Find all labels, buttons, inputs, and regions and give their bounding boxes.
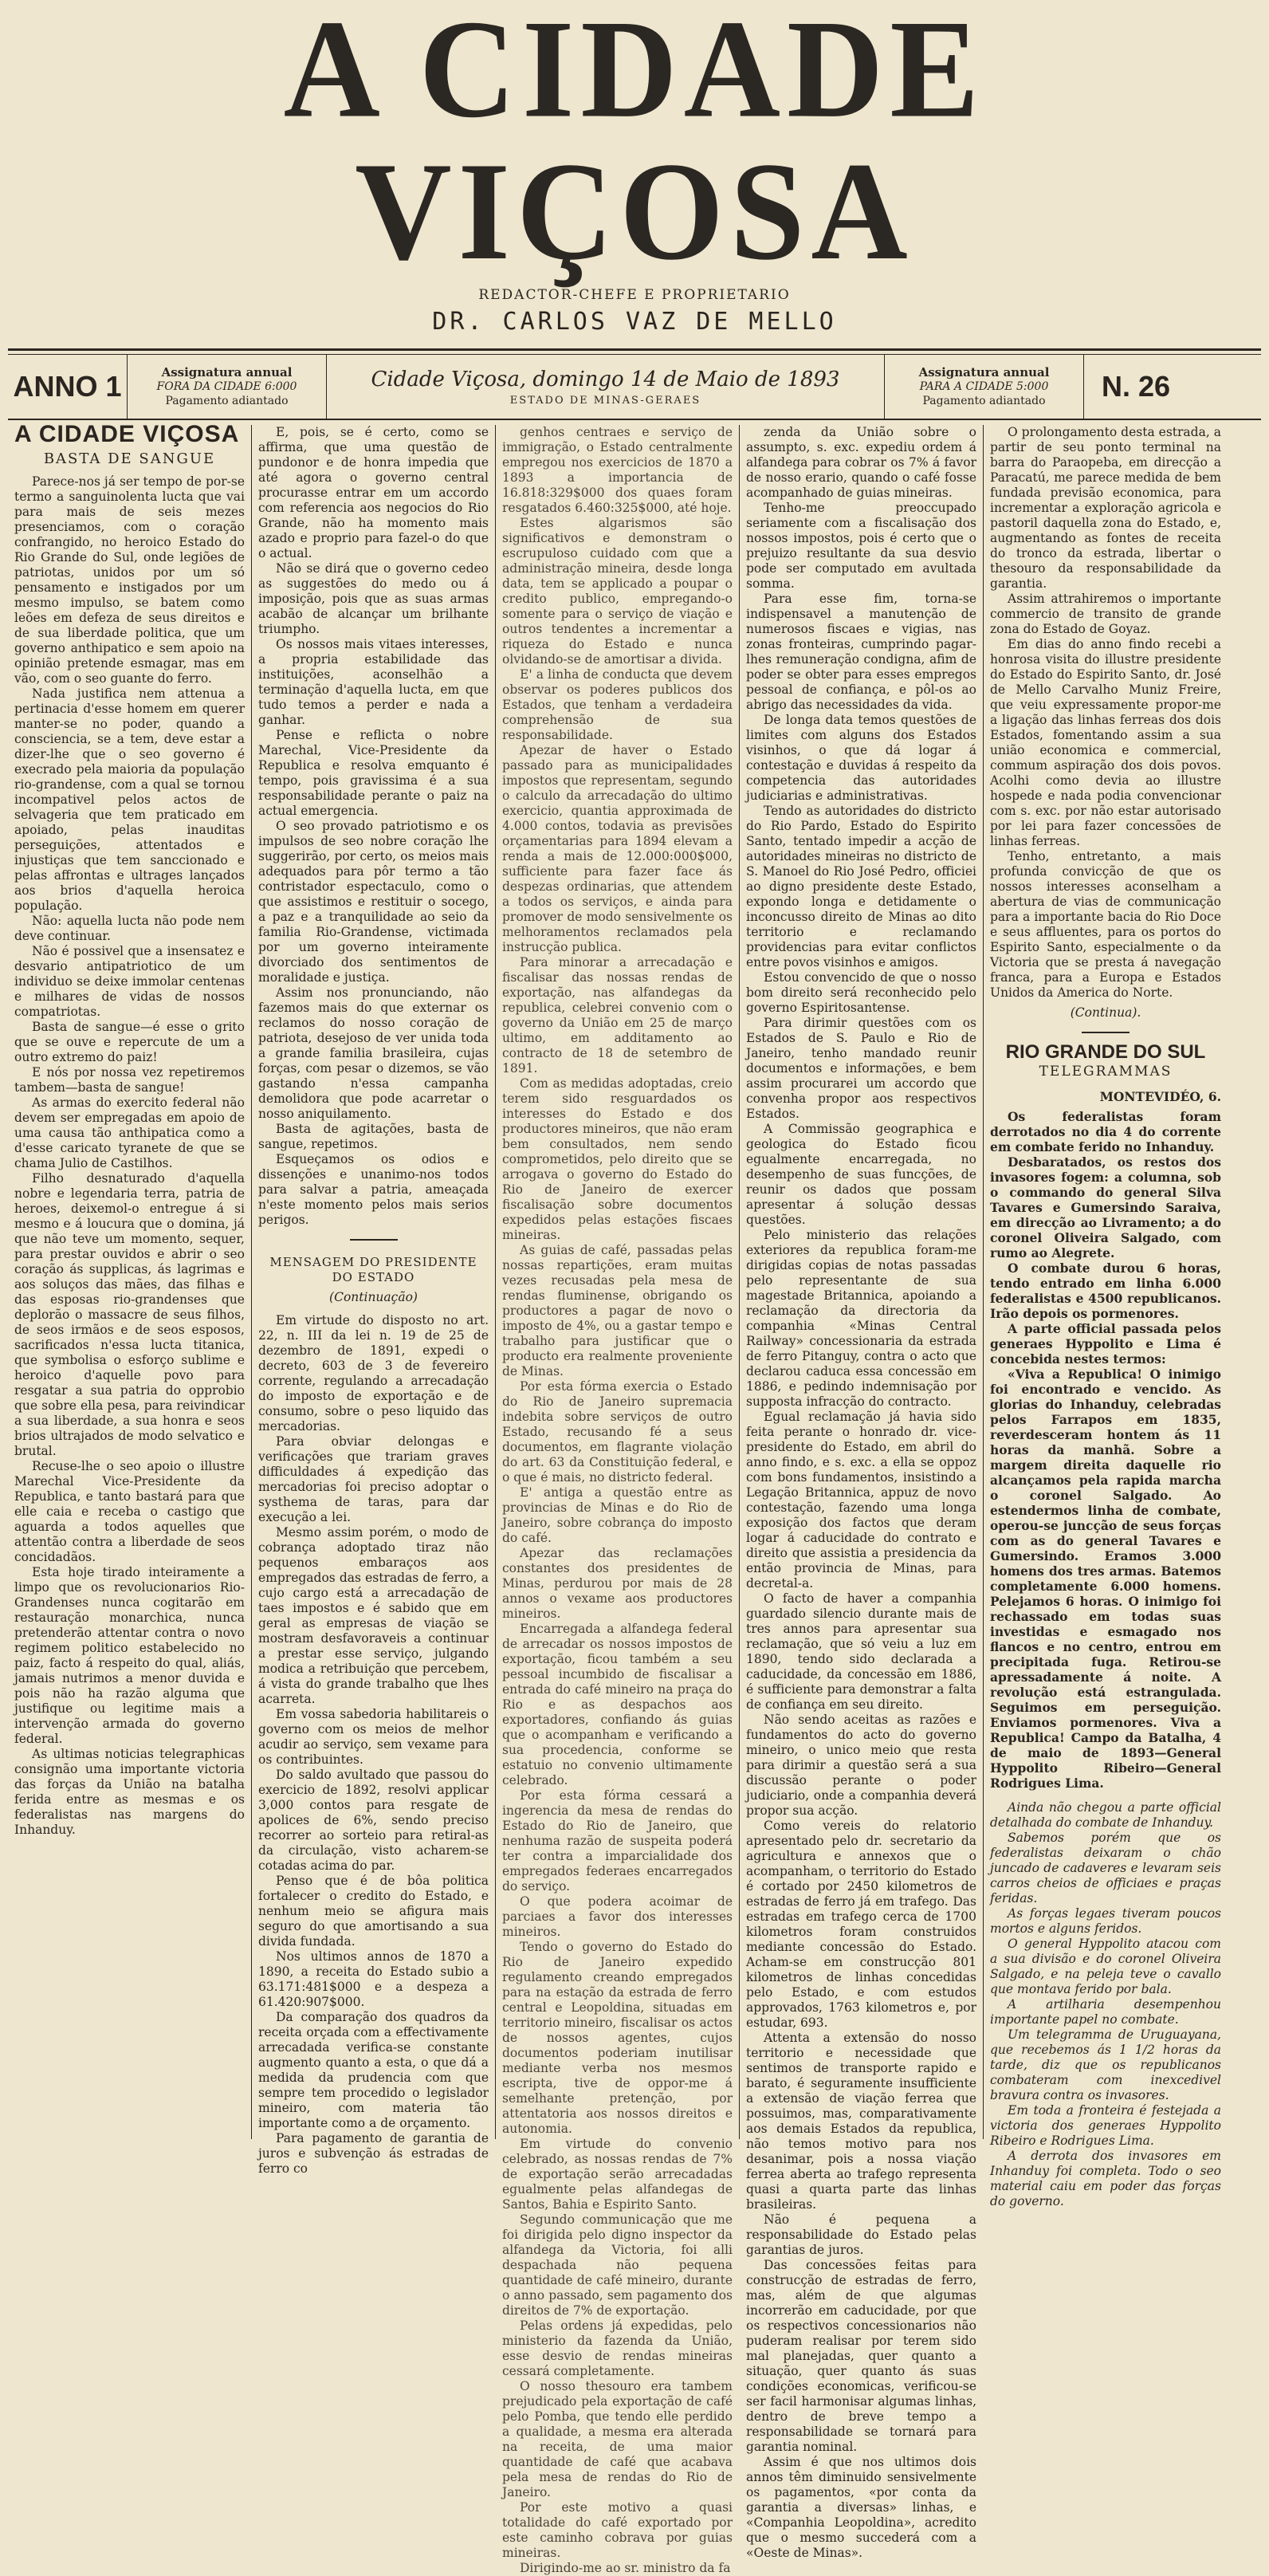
message-title: MENSAGEM DO PRESIDENTE DO ESTADO [269,1255,477,1284]
telegram-section-subtitle: TELEGRAMMAS [1039,1064,1173,1080]
paragraph: A parte official passada pelos generaes Hyppolito e Lima é concebida nestes termos: [990,1321,1221,1367]
paragraph: O facto de haver a companhia guardado silencio durante mais de tres annos para apresentar sua reclamação, que só veiu a luz em 1890, tendo sido declarada a caducidade, da concessão em 1886, é sufficiente para demonstrar a falta de confiança em seu direito. [746,1591,976,1712]
paragraph: Estou convencido de que o nosso bom direito será reconhecido pelo governo Espiritosantense. [746,970,976,1015]
paragraph: Um telegramma de Uruguayana, que recebemos ás 1 1/2 horas da tarde, diz que os republicanos combateram com inexcedivel bravura contra os invasores. [990,2027,1221,2102]
paragraph: Em virtude do convenio celebrado, as nossas rendas de 7% de exportação serão arrecadadas egualmente pelas alfandegas de Santos, Bahia e Espirito Santo. [502,2137,733,2212]
paragraph: As ultimas noticias telegraphicas consignão uma importante victoria das forças da União na batalha ferida entre as mesmas e os federalistas nas margens do Inhanduy. [14,1747,245,1837]
paragraph: O seo provado patriotismo e os impulsos de seo nobre coração lhe suggerirão, por certo, os meios mais adequados para pôr termo a tão contristador espectaculo, como o que assistimos e restituir o socego, a paz e a tranquilidade ao seio da familia Rio-Grandense, victimada por um governo inteiramente divorciado dos sentimentos de moralidade e justiça. [258,819,489,985]
paragraph: Pense e reflicta o nobre Marechal, Vice-Presidente da Republica e resolva emquanto é tempo, pois gravissima é a sua responsabilidade perante o paiz na actual emergencia. [258,728,489,818]
paragraph: Recuse-lhe o seo apoio o illustre Marechal Vice-Presidente da Republica, e tanto bastará para que elle caia e receba o castigo que aguarda a todos aquelles que attentão contra a liberdade de seos concidadãos. [14,1459,245,1564]
message-subtitle: (Continuação) [329,1290,418,1304]
paragraph: A artilharia desempenhou importante papel no combate. [990,1997,1221,2027]
column-2 [252,425,496,2176]
paragraph: Para dirimir questões com os Estados de S. Paulo e Rio de Janeiro, tenho mandado reunir documentos e informações, e bem assim procurarei um accordo que convenha propor aos respectivos Estados. [746,1016,976,1121]
paragraph: «Viva a Republica! O inimigo foi encontrado e vencido. As glorias do Inhanduy, celebradas pelos Farrapos em 1835, reverdesceram hontem ás 11 horas da manhã. Sobre a margem direita daquelle rio alcançamos pela rapida marcha o coronel Salgado. Ao estendermos linha de combate, operou-se juncção de seus forças com as do general Tavares e Gumersindo. Eramos 3.000 homens dos tres armas. Batemos completamente 6.000 homens. Pelejamos 6 horas. O inimigo foi rechassado em todas suas investidas e esmagado nos flancos e no centro, entrou em precipitada fuga. Retirou-se apressadamente á noite. A revolução está estrangulada. Seguimos em perseguição. Enviamos pormenores. Viva a Republica! Campo da Batalha, 4 de maio de 1893—General Hyppolito Ribeiro—General Rodrigues Lima. [990,1367,1221,1791]
column-3 [496,425,740,2575]
paragraph: Não é possivel que a insensatez e desvario antipatriotico de um individuo se deixe immolar centenas e milhares de vidas de nossos compatriotas. [14,944,245,1019]
paragraph: De longa data temos questões de limites com alguns dos Estados visinhos, o que dá logar á contestação e duvidas á respeito da competencia das autoridades judiciarias e administrativas. [746,713,976,803]
paragraph: E, pois, se é certo, como se affirma, que uma questão de pundonor e de honra impedia que até agora o governo central procurasse entrar em um accordo com referencia aos negocios do Rio Grande, não ha momento mais azado e proprio para fazel-o do que o actual. [258,425,489,560]
subscription-city-head: Assignatura annual [918,365,1050,380]
article-title: BASTA DE SANGUE [43,450,216,467]
paragraph: Estes algarismos são significativos e demonstram o escrupuloso cuidado com que a administração mineira, desde longa data, tem se applicado a poupar o credito publico, empregando-o somente para o serviço de viação e outros tendentes a incrementar a riqueza do Estado e nunca olvidando-se de amortisar a divida. [502,516,733,667]
telegram-notes [990,1800,1221,2209]
paragraph: Por este motivo a quasi totalidade do café exportado por este caminho cobrava por guias mineiras. [502,2500,733,2560]
paragraph: Tenho, entretanto, a mais profunda convicção de que os nossos interesses aconselham a abertura de vias de communicação para a importante bacia do Rio Doce e seus affluentes, para os portos do Espirito Santo, especialmente o da Victoria que se presta á navegação franca, para a Europa e Estados Unidos da America do Norte. [990,849,1221,1000]
paragraph: Assim é que nos ultimos dois annos têm diminuido sensivelmente os pagamentos, «por conta da garantia a diversas» linhas, e «Companhia Leopoldina», acredito que o mesmo succederá com a «Oeste de Minas». [746,2455,976,2560]
paragraph: Os federalistas foram derrotados no dia 4 do corrente em combate ferido no Inhanduy. [990,1109,1221,1154]
masthead [8,0,1261,336]
newspaper-title: A CIDADE VIÇOSA [283,0,986,289]
column-5 [984,425,1228,2208]
paragraph: Encarregada a alfandega federal de arrecadar os nossos impostos de exportação, ficou também a seu pessoal incumbido de fiscalisar a entrada do café mineiro na praça do Rio e as despachos aos exportadores, confiando ás guias que o acompanham e verificando a sua procedencia, conforme se estatuio no convenio ultimamente celebrado. [502,1622,733,1787]
paragraph: Segundo communicação que me foi dirigida pelo digno inspector da alfandega da Victoria, foi alli despachada não pequena quantidade de café mineiro, durante o anno passado, sem pagamento dos direitos de 7% de exportação. [502,2212,733,2318]
paragraph: Tendo as autoridades do districto do Rio Pardo, Estado do Espirito Santo, tentado impedir a acção de autoridades mineiras no districto de S. Manoel do Rio José Pedro, officiei ao digno presidente deste Estado, expondo longa e detidamente o inconcusso direito de Minas ao dito territorio e reclamando providencias para evitar conflictos entre povos visinhos e amigos. [746,804,976,969]
paragraph: Basta de agitações, basta de sangue, repetimos. [258,1122,489,1151]
message-body-cont [502,425,733,2576]
paragraph: Filho desnaturado d'aquella nobre e legendaria terra, patria de heroes, deixemol-o entregue á si mesmo e á loucura que o domina, já que não teve um momento, sequer, para prestar ouvidos e abrir o seo coração ás supplicas, ás lagrimas e aos soluços das mães, das filhas e das esposas rio-grandenses que deplorão o massacre de seus filhos, de seos irmãos e de seos esposos, sacrificados n'essa lucta titanica, que symbolisa o esforço sublime e heroico d'aquelle povo para resgatar a sua patria do opprobio que sobre ella pesa, para reivindicar a sua liberdade, a sua honra e seos brios ultrajados de modo selvatico e brutal. [14,1171,245,1458]
article-continuation [258,425,489,1228]
paragraph: Das concessões feitas para construcção de estradas de ferro, mas, além de que algumas incorrerão em caducidade, por que os respectivos concessionarios não puderam realisar por terem sido mal planejadas, quer quanto a situação, quer quanto ás suas condições economicas, verificou-se ser facil harmonisar algumas linhas, dentro de breve tempo a responsabilidade se tornará para garantia nominal. [746,2258,976,2454]
paragraph: O nosso thesouro era tambem prejudicado pela exportação de café pelo Pomba, que tendo elle perdido a qualidade, a mesma era alterada na receita, de uma maior quantidade de café que acabava pela mesa de rendas do Rio de Janeiro. [502,2379,733,2499]
paragraph: Não é pequena a responsabilidade do Estado pelas garantias de juros. [746,2212,976,2257]
paragraph: Basta de sangue—é esse o grito que se ouve e repercute de um a outro extremo do paiz! [14,1020,245,1064]
paragraph: Tenho-me preoccupado seriamente com a fiscalisação dos nossos impostos, pois é certo que o prejuizo resultante da sua desvio pode ser computado em avultada somma. [746,501,976,591]
paragraph: Com as medidas adoptadas, creio terem sido resguardados os interesses do Estado e dos productores mineiros, que não eram bem consultados, nem sendo comprometidos, pelo direito que se arrogava o governo do Estado do Rio de Janeiro de exercer fiscalisação sobre documentos expedidos pelas estações fiscaes mineiras. [502,1076,733,1242]
paragraph: Não sendo aceitas as razões e fundamentos do acto do governo mineiro, o unico meio que resta para dirimir a questão será a sua discussão perante o poder judiciario, onde a companhia deverá propor sua acção. [746,1713,976,1818]
paragraph: Não se dirá que o governo cedeo as suggestões do medo ou á imposição, pois que as suas armas acabão de alcançar um brilhante triumpho. [258,561,489,636]
paragraph: Para esse fim, torna-se indispensavel a manutenção de numerosos fiscaes e vigias, nas zonas fronteiras, cumprindo pagar-lhes remuneração condigna, afim de poder se obter para esses empregos pessoal de confiança, e pôl-os ao abrigo das necessidades da vida. [746,592,976,712]
paragraph: zenda da União sobre o assumpto, s. exc. expediu ordem á alfandega para cobrar os 7% á favor de nosso erario, quando o café fosse acompanhado de guias mineiras. [746,425,976,500]
info-bar [8,355,1261,420]
issue-number: N. 26 [1101,370,1171,403]
telegram-section-title: RIO GRANDE DO SUL [1005,1041,1206,1063]
message-body-cont-2 [746,425,976,2561]
state-name: ESTADO DE MINAS-GERAES [509,394,701,407]
issue-date: Cidade Viçosa, domingo 14 de Maio de 1893 [371,367,840,391]
paragraph: Em virtude do disposto no art. 22, n. III da lei n. 19 de 25 de dezembro de 1891, expedi o decreto, 603 de 3 de fevereiro corrente, regulando a arrecadação do imposto de exportação e de consumo, sobre o peso liquido das mercadorias. [258,1313,489,1434]
paragraph: Nos ultimos annos de 1870 a 1890, a receita do Estado subio a 63.171:481$000 e a despeza a 61.420:907$000. [258,1949,489,2009]
paragraph: Nada justifica nem attenua a pertinacia d'esse homem em querer manter-se no poder, quando a consciencia, se a tem, deve estar a dizer-lhe que o seo governo é execrado pela maioria da população rio-grandense, com a qual se tornou incompativel pelos actos de selvageria que tem praticado em apoiado, pelas inauditas perseguições, attentados e injustiças que tem sanccionado e pelas affrontas e ultrages lançados aos brios d'aquella heroica população. [14,686,245,913]
column-1 [8,421,252,2139]
paragraph: Ainda não chegou a parte official detalhada do combate de Inhanduy. [990,1800,1221,1830]
paragraph: O combate durou 6 horas, tendo entrado em linha 6.000 federalistas e 4500 republicanos. Irão depois os pormenores. [990,1260,1221,1321]
paragraph: A derrota dos invasores em Inhanduy foi completa. Todo o seo material caiu em poder das forças do governo. [990,2149,1221,2208]
paragraph: Assim attrahiremos o importante commercio de transito de grande zona do Estado de Goyaz. [990,592,1221,636]
continua-label: (Continua). [1070,1005,1141,1020]
subscription-city [885,355,1084,419]
top-rule [8,348,1261,351]
section-title: A CIDADE VIÇOSA [14,421,240,447]
date-block [327,355,885,419]
paragraph: Penso que é de bôa politica fortalecer o credito do Estado, e nenhum meio se afigura mais seguro do que amortisando a sua divida fundada. [258,1874,489,1949]
subscription-city-foot: Pagamento adiantado [922,395,1046,407]
paragraph: Apezar das reclamações constantes dos presidentes de Minas, perdurou por mais de 28 annos o vexame aos productores mineiros. [502,1546,733,1621]
telegram-place: MONTEVIDÉO, 6. [1099,1089,1221,1104]
paragraph: Não: aquella lucta não pode nem deve continuar. [14,914,245,943]
article-body [14,474,245,1838]
paragraph: genhos centraes e serviço de immigração, o Estado centralmente empregou nos exercicios de 1870 a 1893 a importancia de 16.818:329$000 dos quaes foram resgatados 6.460:325$000, até hoje. [502,425,733,515]
paragraph: Dirigindo-me ao sr. ministro da fa [520,2561,731,2575]
year-label: ANNO 1 [8,355,128,419]
paragraph: Em vossa sabedoria habilitareis o governo com os meios de melhor acudir ao serviço, sem vexame para os contribuintes. [258,1707,489,1767]
message-body [258,1313,489,2177]
redactor-label: REDACTOR-CHEFE E PROPRIETARIO [478,287,791,303]
paragraph: Sabemos porém que os federalistas deixaram o chão juncado de cadaveres e levaram seis carros cheios de officiaes e praças feridas. [990,1831,1221,1905]
paragraph: Esqueçamos os odios e dissenções e unanimo-nos todos para salvar a patria, ameaçada n'este momento pelos mais serios perigos. [258,1152,489,1227]
subscription-city-price: PARA A CIDADE 5:000 [919,380,1049,393]
column-4 [740,425,984,2560]
paragraph: Tendo o governo do Estado do Rio de Janeiro expedido regulamento creando empregados para na estação da estrada de ferro central e Leopoldina, situadas em territorio mineiro, fiscalisar os actos de nossos agentes, cujos documentos poderiam inutilisar mediante verba nos mesmos escripta, tive de oppor-me á semelhante pretenção, por attentatoria aos nossos direitos e autonomia. [502,1940,733,2136]
paragraph: Por esta fórma exercia o Estado do Rio de Janeiro supremacia indebita sobre serviços de outro Estado, recusando fé a seus documentos, em flagrante violação do art. 63 da Constituição federal, e o que é mais, no districto federal. [502,1379,733,1485]
paragraph: Apezar de haver o Estado passado para as municipalidades impostos que representam, segundo o calculo da arrecadação do ultimo exercicio, quantia approximada de 4.000 contos, todavia as previsões orçamentarias para 1894 elevam a renda a mais de 12.000:000$000, sufficiente para fazer face ás despezas ordinarias, que attendem a todos os serviços, e ainda para promover de modo sensivelmente os melhoramentos reclamados pela instrucção publica. [502,743,733,954]
subscription-outside-head: Assignatura annual [161,365,293,380]
paragraph: E nós por nossa vez repetiremos tambem—basta de sangue! [14,1065,245,1095]
divider-2 [1082,1032,1130,1033]
paragraph: A Commissão geographica e geologica do Estado ficou egualmente encarregada, no desempenho de suas funcções, de reunir os dados que possam apresentar á solução dessas questões. [746,1122,976,1227]
paragraph: Os nossos mais vitaes interesses, a propria estabilidade das instituições, aconselhão a terminação d'aquella lucta, em que tudo temos a perder e nada a ganhar. [258,637,489,727]
paragraph: Para minorar a arrecadação e fiscalisar das nossas rendas de exportação, nas alfandegas da republica, celebrei convenio com o governo da União em 25 de março ultimo, em additamento ao contracto de 18 de setembro de 1891. [502,955,733,1076]
paragraph: Mesmo assim porém, o modo de cobrança adoptado tiraz não pequenos embaraços aos empregados das estradas de ferro, a cujo cargo está a arrecadação de taes impostos e é sabido que em geral as empresas de viação se mostram desfavoraveis a continuar a prestar esse serviço, julgando modica a retribuição que percebem, á vista do grande trabalho que lhes acarreta. [258,1525,489,1706]
paragraph: O general Hyppolito atacou com a sua divisão e do coronel Oliveira Salgado, e na peleja teve o cavallo que montava ferido por bala. [990,1937,1221,1996]
columns [8,421,1261,2575]
paragraph: As forças legaes tiveram poucos mortos e alguns feridos. [990,1906,1221,1936]
message-body-end [990,425,1221,1001]
paragraph: Para obviar delongas e verificações que trariam graves difficuldades á expedição das mercadorias foi preciso adoptar o systhema de taras, para dar execução a lei. [258,1434,489,1524]
paragraph: Por esta fórma cessará a ingerencia da mesa de rendas do Estado do Rio de Janeiro, que nenhuma razão de suspeita poderá ter contra a imparcialidade dos empregados federaes encarregados do serviço. [502,1788,733,1894]
subscription-outside [128,355,327,419]
paragraph: E' a linha de conducta que devem observar os poderes publicos dos Estados, que tenham a verdadeira comprehensão de sua responsabilidade. [502,667,733,742]
paragraph: Pelas ordens já expedidas, pelo ministerio da fazenda da União, esse desvio de rendas mineiras cessará completamente. [502,2318,733,2378]
telegram-body [990,1109,1221,1791]
editor-name: DR. CARLOS VAZ DE MELLO [432,308,837,336]
paragraph: Assim nos pronunciando, não fazemos mais do que externar os reclamos do nosso coração de patriota, desejoso de ver unida toda a grande familia brasileira, cujas forças, com pesar o dizemos, se vão gastando n'essa campanha demolidora que pode acarretar o nosso aniquilamento. [258,985,489,1121]
paragraph: Desbaratados, os restos dos invasores fogem: a columna, sob o commando do general Silva Tavares e Gumersindo Saraiva, em direcção ao Livramento; a do coronel Oliveira Salgado, com rumo ao Alegrete. [990,1154,1221,1260]
paragraph: As guias de café, passadas pelas nossas repartições, eram muitas vezes recusadas pela mesa de rendas fluminense, obrigando os productores a pagar de novo o imposto de 4%, ou a gastar tempo e trabalho para justificar que o producto era realmente proveniente de Minas. [502,1243,733,1378]
paragraph: E' antiga a questão entre as provincias de Minas e do Rio de Janeiro, sobre cobrança do imposto do café. [502,1485,733,1545]
subscription-outside-foot: Pagamento adiantado [165,395,289,407]
paragraph: Para pagamento de garantia de juros e subvenção ás estradas de ferro co [258,2131,489,2176]
paragraph: As armas do exercito federal não devem ser empregadas em apoio de uma causa tão anthipatica como a d'esse caricato tyranete de que se chama Julio de Castilhos. [14,1095,245,1170]
paragraph: Da comparação dos quadros da receita orçada com a effectivamente arrecadada verifica-se constante augmento quanto a esta, o que dá a medida da prudencia com que sempre tem procedido o legislador mineiro, com materia tão importante como a de orçamento. [258,2010,489,2130]
paragraph: Em dias do anno findo recebi a honrosa visita do illustre presidente do Estado do Espirito Santo, dr. José de Mello Carvalho Muniz Freire, que veiu expressamente propor-me a ligação das linhas ferreas dos dois Estados, fomentando assim a sua união economica e commercial, commum aspiração dos dois povos. Acolhi como devia ao illustre hospede e nada podia convencionar com s. exc. por não estar autorisado por lei para fazer concessões de linhas ferreas. [990,637,1221,848]
divider [350,1239,398,1241]
paragraph: Em toda a fronteira é festejada a victoria dos generaes Hyppolito Ribeiro e Rodrigues Lima. [990,2103,1221,2148]
paragraph: Attenta a extensão do nosso territorio e necessidade que sentimos de transporte rapido e barato, é seguramente insufficiente a extensão de viação ferrea que possuimos, mas, comparativamente aos demais Estados da republica, não temos motivo para nos desanimar, pois a nossa viação ferrea aberta ao trafego representa quasi a quarta parte das linhas brasileiras. [746,2031,976,2212]
subscription-outside-price: FORA DA CIDADE 6:000 [156,380,297,393]
paragraph: O que podera acoimar de parciaes a favor dos interesses mineiros. [502,1894,733,1939]
paragraph: Como vereis do relatorio apresentado pelo dr. secretario da agricultura e annexos que o acompanham, o territorio do Estado é cortado por 2450 kilometros de estradas de ferro já em trafego. Das estradas em trafego cerca de 1700 kilometros foram construidos mediante concessão do Estado. Acham-se em construcção 801 kilometros de linhas concedidas pelo Estado, e com estudos approvados, 1763 kilometros e, por estudar, 693. [746,1819,976,2030]
paragraph: Parece-nos já ser tempo de por-se termo a sanguinolenta lucta que vai para mais de seis mezes presenciamos, com o coração confrangido, no heroico Estado do Rio Grande do Sul, onde legiões de patriotas, unidos por um só pensamento e instigados por um mesmo impulso, se batem como leões em defeza de seus direitos e de sua liberdade politica, que um governo anthipatico e sem apoio na opinião pretende esmagar, mas em vão, com o seo guante do ferro. [14,474,245,686]
paragraph: Do saldo avultado que passou do exercicio de 1892, resolvi applicar 3,000 contos para resgate de apolices de 6%, sendo preciso recorrer ao sorteio para retiral-as da circulação, visto acharem-se cotadas acima do par. [258,1768,489,1873]
paragraph: O prolongamento desta estrada, a partir de seu ponto terminal na barra do Paraopeba, em direcção a Paracatú, me parece medida de bem fundada previsão economica, para incrementar a exploração agricola e pastoril daquella zona do Estado, e, augmentando as fontes de receita do tronco da estrada, libertar o thesouro da responsabilidade da garantia. [990,425,1221,591]
paragraph: Pelo ministerio das relações exteriores da republica foram-me dirigidas copias de notas passadas pelo representante de sua magestade Britannica, apoiando a reclamação da directoria da companhia «Minas Central Railway» concessionaria da estrada de ferro Pitanguy, contra o acto que declarou caduca essa concessão em 1886, e pedindo indemnisação por supposta infracção do contracto. [746,1228,976,1409]
paragraph: Esta hoje tirado inteiramente a limpo que os revolucionarios Rio-Grandenses nunca cogitarão em restauração monarchica, nunca pretenderão attentar contra o novo regimem politico estabelecido no paiz, facto á respeito do qual, aliás, jamais nutrimos a menor duvida e pois não ha razão alguma que justifique ou legitime mais a intervenção armada do governo federal. [14,1565,245,1746]
paragraph: Egual reclamação já havia sido feita perante o honrado dr. vice-presidente do Estado, em abril do anno findo, e s. exc. a ella se oppoz com bons fundamentos, insistindo a Legação Britannica, appuz de novo contestação, fazendo uma longa exposição dos factos que deram logar á caducidade do contrato e direito que assistia a presidencia da então provincia de Minas, para decretal-a. [746,1410,976,1591]
